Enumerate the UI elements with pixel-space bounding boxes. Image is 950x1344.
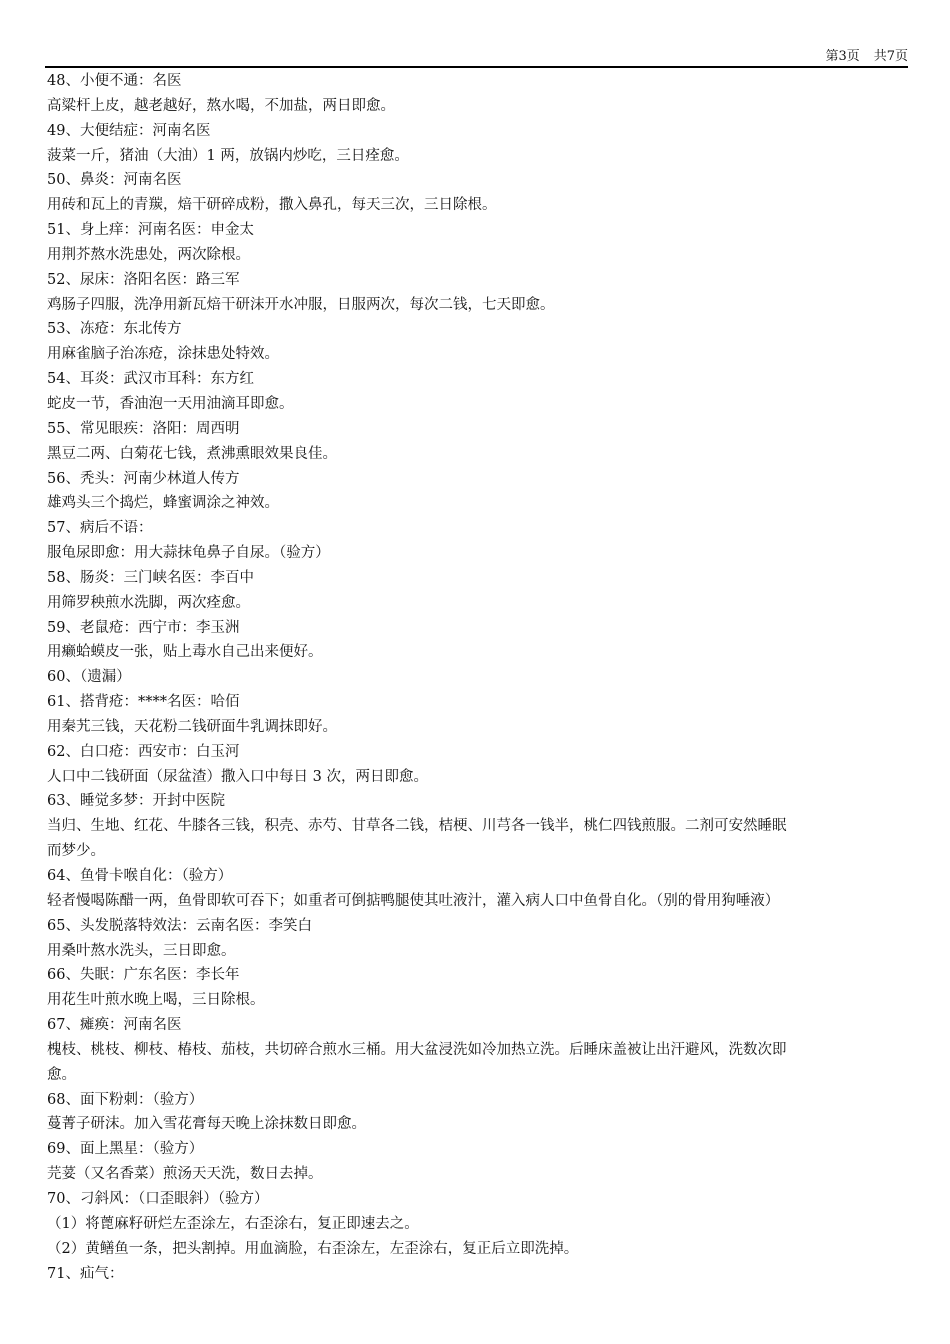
entry-title: 56、秃头：河南少林道人传方 <box>47 470 240 487</box>
page-total: 共7页 <box>873 49 908 64</box>
entry-title: 50、鼻炎：河南名医 <box>47 172 182 189</box>
entry-text: 用荆芥熬水洗患处，两次除根。 <box>47 246 250 263</box>
entry-title: 61、搭背疮：****名医：哈佰 <box>47 694 240 711</box>
document-body <box>47 69 907 1286</box>
entry-text: 人口中二钱研面（尿盆渣）撒入口中每日 3 次，两日即愈。 <box>47 768 428 785</box>
entry-title: 54、耳炎：武汉市耳科：东方红 <box>47 371 254 388</box>
entry-text: 雄鸡头三个捣烂，蜂蜜调涂之神效。 <box>47 495 279 512</box>
entry-title: 70、刁斜风：（口歪眼斜）（验方） <box>47 1190 269 1207</box>
entry-title: 63、睡觉多梦：开封中医院 <box>47 793 225 810</box>
entry-title: 71、疝气： <box>47 1265 124 1282</box>
entry-title: 66、失眠：广东名医：李长年 <box>47 967 240 984</box>
entry-text: 芫荽（又名香菜）煎汤天天洗，数日去掉。 <box>47 1166 323 1183</box>
entry-text: 用筛罗秧煎水洗脚，两次痊愈。 <box>47 594 250 611</box>
entry-text: 菠菜一斤，猪油（大油）1 两，放锅内炒吃，三日痊愈。 <box>47 147 409 164</box>
entry-title: 59、老鼠疮：西宁市：李玉洲 <box>47 619 240 636</box>
page-header <box>45 48 908 68</box>
entry-text-continued: 愈。 <box>47 1066 76 1083</box>
entry-text: 用花生叶煎水晚上喝，三日除根。 <box>47 992 265 1009</box>
entry-text: 轻者慢喝陈醋一两，鱼骨即软可吞下；如重者可倒掂鸭腿使其吐液汁，灌入病人口中鱼骨自化。（别的骨用狗唾液） <box>47 892 780 909</box>
entry-title: 62、白口疮：西安市：白玉河 <box>47 743 240 760</box>
entry-title: 64、鱼骨卡喉自化：（验方） <box>47 868 233 884</box>
entry-text: 高粱杆上皮，越老越好，熬水喝，不加盐，两日即愈。 <box>47 97 395 114</box>
entry-text-continued: 而梦少。 <box>47 843 105 860</box>
entry-title: 65、头发脱落特效法：云南名医：李笑白 <box>47 917 312 934</box>
entry-title: 49、大便结症：河南名医 <box>47 122 211 139</box>
entry-text: 当归、生地、红花、牛膝各三钱，积壳、赤芍、甘草各二钱，桔梗、川芎各一钱半，桃仁四钱煎服。二剂可安然睡眠 <box>47 818 787 835</box>
entry-text: 蔓菁子研沫。加入雪花膏每天晚上涂抹数日即愈。 <box>47 1116 366 1133</box>
entry-text: 黑豆二两、白菊花七钱，煮沸熏眼效果良佳。 <box>47 445 337 462</box>
entry-title: 58、肠炎：三门峡名医：李百中 <box>47 569 254 586</box>
entry-text: （2）黄鳝鱼一条，把头割掉。用血滴脸，右歪涂左，左歪涂右，复正后立即洗掉。 <box>47 1240 579 1257</box>
entry-text: 用桑叶熬水洗头，三日即愈。 <box>47 942 236 959</box>
entry-text: 蛇皮一节，香油泡一天用油滴耳即愈。 <box>47 395 294 412</box>
entry-text: （1）将蓖麻籽研烂左歪涂左，右歪涂右，复正即速去之。 <box>47 1215 419 1232</box>
entry-text: 用麻雀脑子治冻疮，涂抹患处特效。 <box>47 346 279 363</box>
entry-title: 55、常见眼疾：洛阳：周西明 <box>47 420 240 437</box>
entry-text: 鸡肠子四服，洗净用新瓦焙干研沫开水冲服，日服两次，每次二钱，七天即愈。 <box>47 296 555 313</box>
entry-title: 48、小便不通：名医 <box>47 73 182 89</box>
entry-title: 51、身上痒：河南名医：申金太 <box>47 222 254 239</box>
entry-text: 槐枝、桃枝、柳枝、椿枝、茄枝，共切碎合煎水三桶。用大盆浸洗如冷加热立洗。后睡床盖被让出汗避风，洗数次即 <box>47 1041 787 1058</box>
entry-title: 60、（遗漏） <box>47 669 131 686</box>
entry-title: 67、瘫痪：河南名医 <box>47 1017 182 1034</box>
entry-title: 69、面上黑星：（验方） <box>47 1141 204 1158</box>
entry-title: 53、冻疮：东北传方 <box>47 321 182 338</box>
entry-text: 服龟尿即愈：用大蒜抹龟鼻子自尿。（验方） <box>47 545 330 562</box>
entry-text: 用癞蛤蟆皮一张，贴上毒水自己出来便好。 <box>47 644 323 661</box>
entry-text: 用秦艽三钱，天花粉二钱研面牛乳调抹即好。 <box>47 718 337 735</box>
page-number: 第3页 <box>825 49 860 64</box>
entry-title: 68、面下粉刺：（验方） <box>47 1091 204 1108</box>
entry-title: 52、尿床：洛阳名医：路三军 <box>47 271 240 288</box>
entry-text: 用砖和瓦上的青羰，焙干研碎成粉，撒入鼻孔，每天三次，三日除根。 <box>47 197 497 214</box>
entry-title: 57、病后不语： <box>47 520 153 537</box>
